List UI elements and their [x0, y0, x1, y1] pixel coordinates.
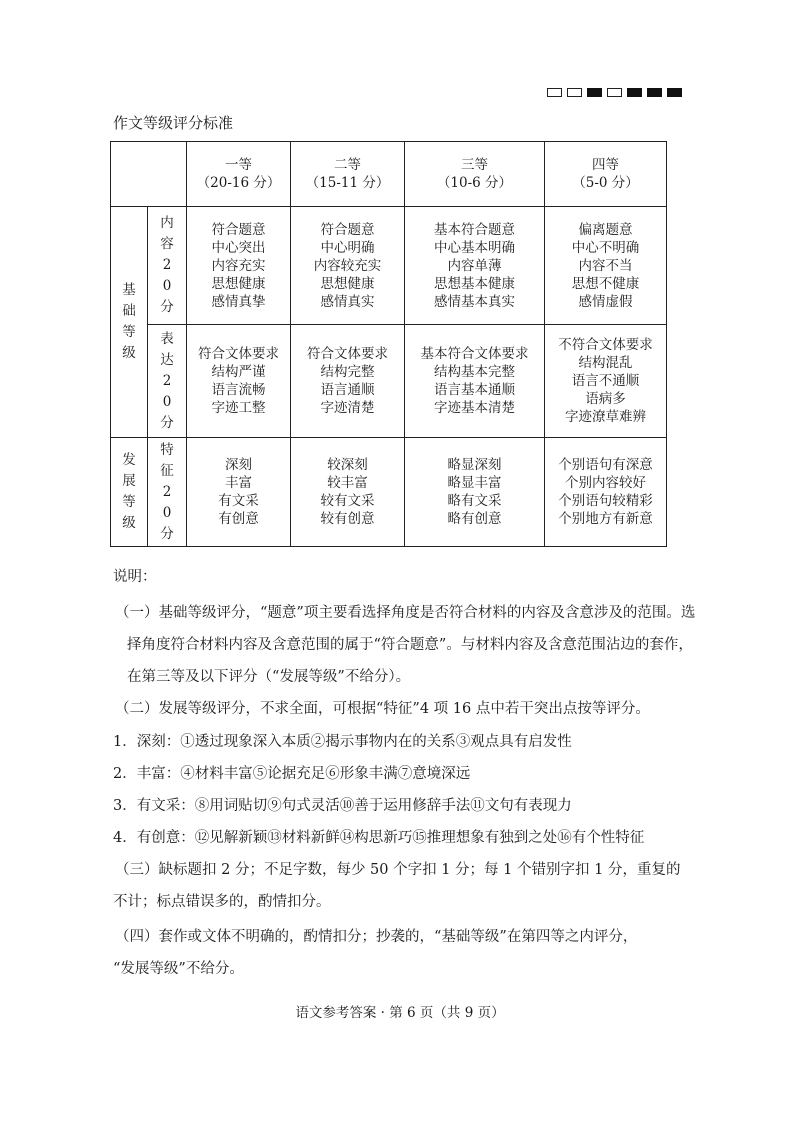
table-cell: 偏离题意 中心不明确 内容不当 思想不健康 感情虚假: [545, 207, 667, 325]
table-cell: 基本符合题意 中心基本明确 内容单薄 思想基本健康 感情基本真实: [405, 207, 545, 325]
grade-header: 二等 （15-11 分）: [291, 142, 405, 207]
table-cell: 符合题意 中心明确 内容较充实 思想健康 感情真实: [291, 207, 405, 325]
note-line: （二）发展等级评分，不求全面，可根据“特征”4 项 16 点中若干突出点按等评分。: [115, 701, 650, 717]
table-cell: 不符合文体要求 结构混乱 语言不通顺 语病多 字迹潦草难辨: [545, 325, 667, 438]
table-cell: 深刻 丰富 有文采 有创意: [187, 438, 291, 547]
note-line: 不计；标点错误多的，酌情扣分。: [113, 894, 331, 910]
table-cell: 个别语句有深意 个别内容较好 个别语句较精彩 个别地方有新意: [545, 438, 667, 547]
page-footer: 语文参考答案 · 第 6 页（共 9 页）: [295, 1005, 505, 1021]
code-mark: [647, 88, 662, 97]
notes-heading: 说明：: [113, 569, 157, 585]
code-mark: [667, 88, 682, 97]
note-line: 在第三等及以下评分（“发展等级”不给分）。: [127, 669, 411, 685]
content-label: 内容20分: [148, 207, 187, 325]
note-line: 1．深刻：①透过现象深入本质②揭示事物内在的关系③观点具有启发性: [113, 734, 572, 750]
table-cell: 符合文体要求 结构完整 语言通顺 字迹清楚: [291, 325, 405, 438]
table-cell: 略显深刻 略显丰富 略有文采 略有创意: [405, 438, 545, 547]
table-cell: 基本符合文体要求 结构基本完整 语言基本通顺 字迹基本清楚: [405, 325, 545, 438]
note-line: 3．有文采：⑧用词贴切⑨句式灵活⑩善于运用修辞手法⑪文句有表现力: [113, 798, 572, 814]
code-mark: [587, 88, 602, 97]
table-cell: 较深刻 较丰富 较有文采 较有创意: [291, 438, 405, 547]
note-line: 2．丰富：④材料丰富⑤论据充足⑥形象丰满⑦意境深远: [113, 766, 471, 782]
page-title: 作文等级评分标准: [113, 114, 234, 132]
note-line: 4．有创意：⑫见解新颖⑬材料新鲜⑭构思新巧⑮推理想象有独到之处⑯有个性特征: [113, 830, 645, 846]
note-line: （三）缺标题扣 2 分；不足字数，每少 50 个字扣 1 分；每 1 个错别字扣 1 分，重复的: [115, 862, 681, 878]
code-mark: [547, 88, 562, 97]
note-line: “发展等级”不给分。: [113, 961, 244, 977]
basic-level-label: 基础等级: [111, 207, 148, 438]
table-cell: 符合文体要求 结构严谨 语言流畅 字迹工整: [187, 325, 291, 438]
grade-header: 一等 （20-16 分）: [187, 142, 291, 207]
development-level-label: 发展等级: [111, 438, 148, 547]
note-line: 择角度符合材料内容及含意范围的属于“符合题意”。与材料内容及含意范围沾边的套作，: [127, 637, 693, 653]
grading-table: [110, 141, 667, 547]
header-row: [111, 142, 667, 207]
code-mark: [607, 88, 622, 97]
grade-header: 四等 （5-0 分）: [545, 142, 667, 207]
corner-cell: [111, 142, 187, 207]
feature-label: 特征20分: [148, 438, 187, 547]
table-cell: 符合题意 中心突出 内容充实 思想健康 感情真挚: [187, 207, 291, 325]
grade-header: 三等 （10-6 分）: [405, 142, 545, 207]
exam-code-marks: [547, 88, 682, 97]
code-mark: [627, 88, 642, 97]
code-mark: [567, 88, 582, 97]
note-line: （四）套作或文体不明确的，酌情扣分；抄袭的，“基础等级”在第四等之内评分，: [115, 929, 638, 945]
table-row-expression: [111, 325, 667, 438]
note-line: （一）基础等级评分，“题意”项主要看选择角度是否符合材料的内容及含意涉及的范围。选: [115, 605, 696, 621]
table-row-development: [111, 438, 667, 547]
expression-label: 表达20分: [148, 325, 187, 438]
table-row-content: [111, 207, 667, 325]
